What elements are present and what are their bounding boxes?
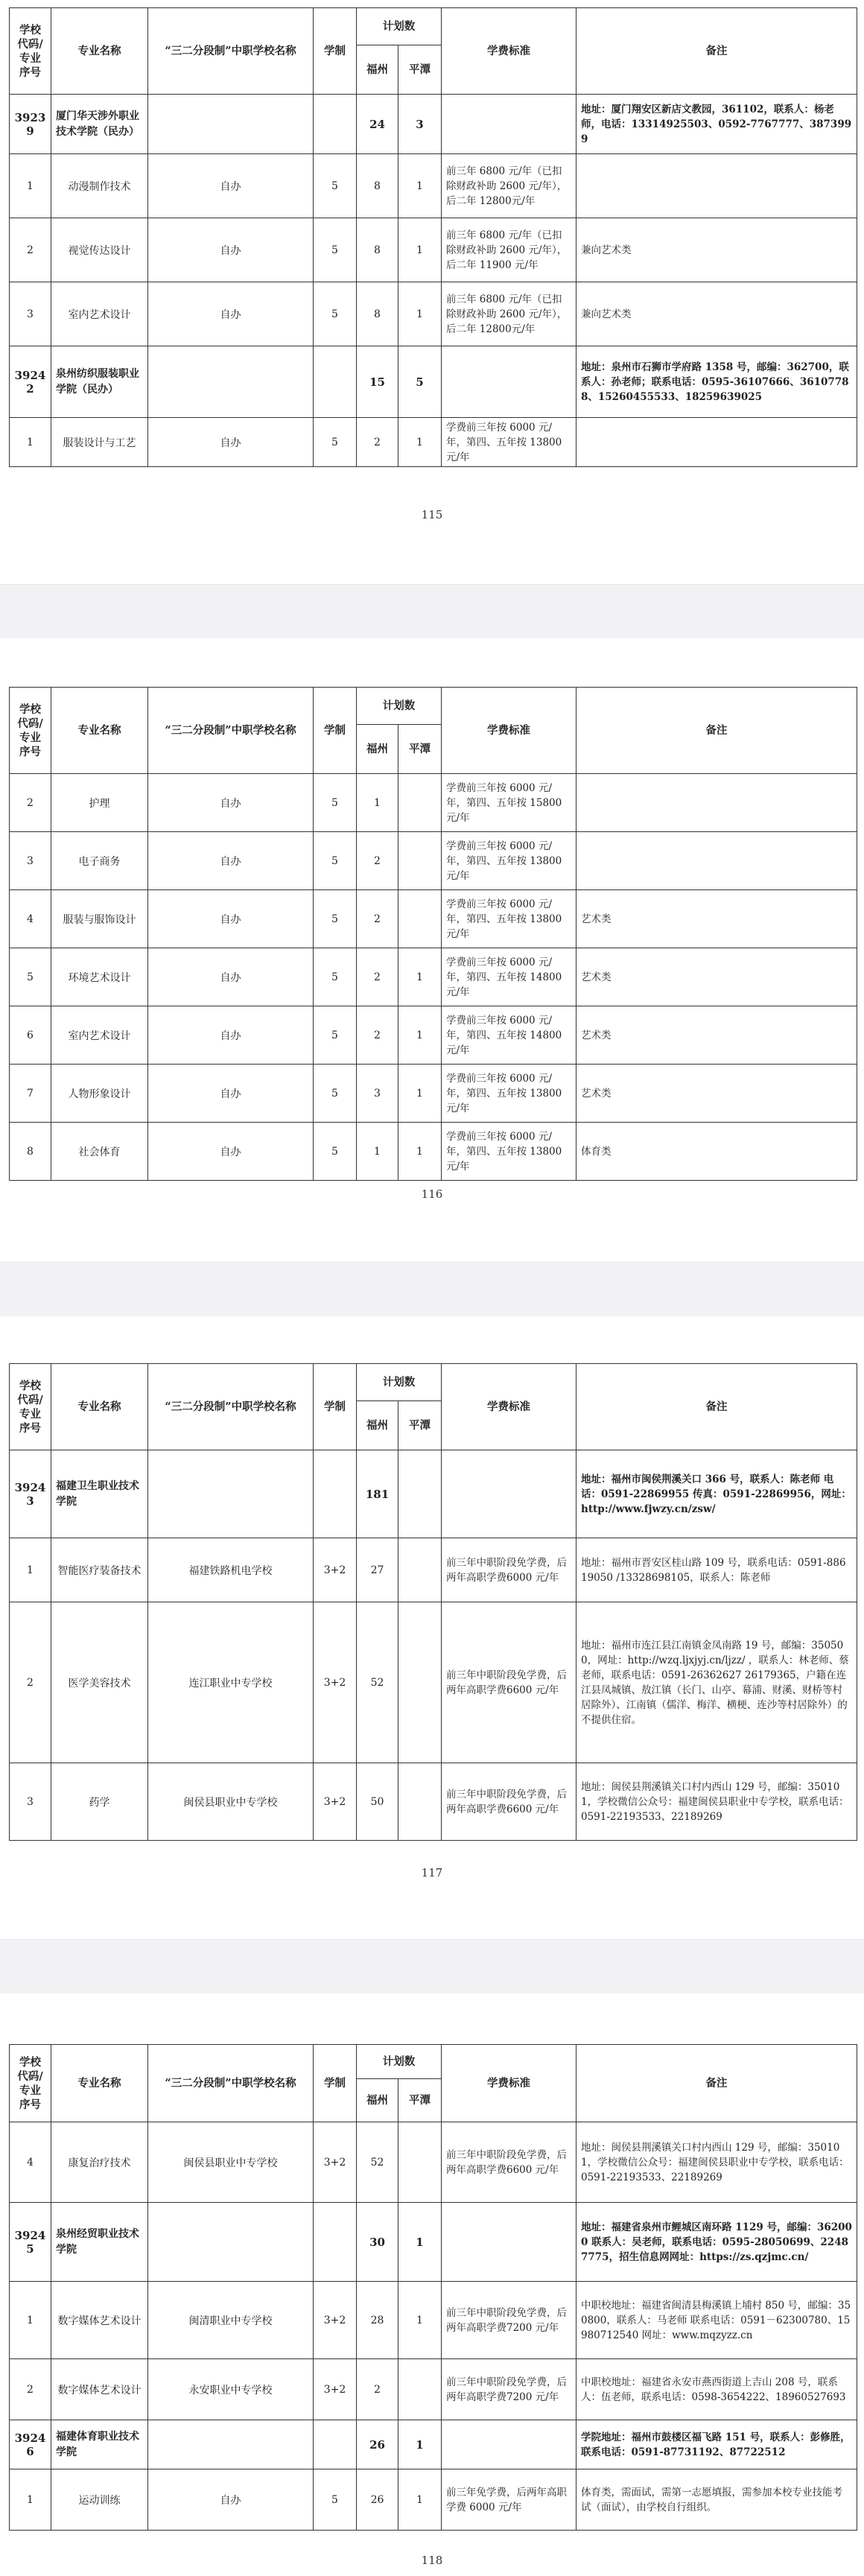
quota-fuzhou: 2 xyxy=(357,832,398,890)
page-separator xyxy=(0,1262,864,1317)
table-row-major xyxy=(10,948,857,1006)
remarks: 地址：闽侯县荆溪镇关口村内西山 129 号，邮编：350101，学校微信公众号：福建闽侯县职业中专学校，联系电话：0591-22193533、22189269 xyxy=(576,2122,857,2203)
years: 5 xyxy=(314,218,357,282)
header-partner: “三二分段制”中职学校名称 xyxy=(148,8,314,95)
header-major: 专业名称 xyxy=(51,8,148,95)
tuition: 前三年中职阶段免学费，后两年高职学费6600 元/年 xyxy=(442,2122,576,2203)
header-note: 备注 xyxy=(576,688,857,774)
quota-fuzhou: 8 xyxy=(357,282,398,346)
major-name: 智能医疗装备技术 xyxy=(51,1538,148,1602)
quota-fuzhou: 2 xyxy=(357,1006,398,1065)
quota-pingtan: 1 xyxy=(398,418,442,467)
table-row-school xyxy=(10,2420,857,2469)
tuition xyxy=(442,346,576,418)
years: 5 xyxy=(314,154,357,218)
header-fuzhou: 福州 xyxy=(357,1401,398,1450)
partner-school: 自办 xyxy=(148,218,314,282)
tuition: 前三年免学费，后两年高职学费 6000 元/年 xyxy=(442,2469,576,2531)
table-row-major xyxy=(10,2282,857,2359)
major-name: 室内艺术设计 xyxy=(51,1006,148,1065)
tuition: 前三年中职阶段免学费，后两年高职学费7200 元/年 xyxy=(442,2359,576,2420)
major-name: 动漫制作技术 xyxy=(51,154,148,218)
header-note: 备注 xyxy=(576,1364,857,1450)
school-code: 39242 xyxy=(10,346,51,418)
admissions-table-page-118 xyxy=(9,2044,857,2531)
major-seq: 2 xyxy=(10,2359,51,2420)
years: 3+2 xyxy=(314,2359,357,2420)
header-partner: “三二分段制”中职学校名称 xyxy=(148,2045,314,2122)
header-major: 专业名称 xyxy=(51,2045,148,2122)
partner-school xyxy=(148,2203,314,2282)
quota-pingtan xyxy=(398,1538,442,1602)
major-seq: 2 xyxy=(10,774,51,832)
table-row-major xyxy=(10,1006,857,1065)
header-note: 备注 xyxy=(576,8,857,95)
quota-fuzhou: 52 xyxy=(357,2122,398,2203)
tuition: 学费前三年按 6000 元/年，第四、五年按 13800元/年 xyxy=(442,832,576,890)
header-major: 专业名称 xyxy=(51,1364,148,1450)
years xyxy=(314,1450,357,1538)
quota-fuzhou: 15 xyxy=(357,346,398,418)
table-row-major xyxy=(10,1763,857,1841)
years: 3+2 xyxy=(314,2282,357,2359)
partner-school: 福建铁路机电学校 xyxy=(148,1538,314,1602)
tuition: 前三年中职阶段免学费，后两年高职学费6000 元/年 xyxy=(442,1538,576,1602)
header-code: 学校代码/专业序号 xyxy=(10,2045,51,2122)
quota-pingtan: 1 xyxy=(398,1006,442,1065)
remarks: 兼向艺术类 xyxy=(576,282,857,346)
years: 5 xyxy=(314,948,357,1006)
table-row-major xyxy=(10,418,857,467)
page-separator xyxy=(0,584,864,639)
quota-pingtan: 1 xyxy=(398,1123,442,1181)
major-seq: 8 xyxy=(10,1123,51,1181)
years: 5 xyxy=(314,1006,357,1065)
remarks: 中职校地址：福建省永安市燕西街道上吉山 208 号，联系人：伍老师，联系电话：0598-3654222、18960527693 xyxy=(576,2359,857,2420)
table-row-major xyxy=(10,2359,857,2420)
tuition xyxy=(442,2203,576,2282)
partner-school: 闽侯县职业中专学校 xyxy=(148,1763,314,1841)
table-row-school xyxy=(10,346,857,418)
remarks xyxy=(576,774,857,832)
remarks: 地址：福建省泉州市鲤城区南环路 1129 号，邮编：362000 联系人：吴老师，联系电话：0595-28050699、22487775，招生信息网网址：https://zs.qzjmc.cn/ xyxy=(576,2203,857,2282)
quota-pingtan xyxy=(398,774,442,832)
header-partner: “三二分段制”中职学校名称 xyxy=(148,688,314,774)
quota-fuzhou: 26 xyxy=(357,2469,398,2531)
partner-school: 自办 xyxy=(148,890,314,948)
quota-fuzhou: 30 xyxy=(357,2203,398,2282)
tuition: 前三年 6800 元/年（已扣除财政补助 2600 元/年），后二年 12800元/年 xyxy=(442,282,576,346)
years: 3+2 xyxy=(314,1763,357,1841)
page-number: 117 xyxy=(421,1866,443,1879)
header-fuzhou: 福州 xyxy=(357,45,398,95)
partner-school: 自办 xyxy=(148,832,314,890)
school-code: 39243 xyxy=(10,1450,51,1538)
tuition: 前三年中职阶段免学费，后两年高职学费7200 元/年 xyxy=(442,2282,576,2359)
major-name: 数字媒体艺术设计 xyxy=(51,2359,148,2420)
tuition: 前三年 6800 元/年（已扣除财政补助 2600 元/年），后二年 11900 元/年 xyxy=(442,218,576,282)
major-name: 环境艺术设计 xyxy=(51,948,148,1006)
years: 5 xyxy=(314,1123,357,1181)
quota-pingtan: 1 xyxy=(398,282,442,346)
partner-school: 连江职业中专学校 xyxy=(148,1602,314,1763)
header-fuzhou: 福州 xyxy=(357,2079,398,2122)
years xyxy=(314,2203,357,2282)
header-partner: “三二分段制”中职学校名称 xyxy=(148,1364,314,1450)
school-name: 厦门华天涉外职业技术学院（民办） xyxy=(51,95,148,154)
quota-pingtan xyxy=(398,1763,442,1841)
years: 5 xyxy=(314,282,357,346)
remarks: 艺术类 xyxy=(576,1006,857,1065)
table-row-major xyxy=(10,1065,857,1123)
quota-fuzhou: 27 xyxy=(357,1538,398,1602)
admissions-table-page-117 xyxy=(9,1363,857,1841)
header-code: 学校代码/专业序号 xyxy=(10,688,51,774)
major-name: 电子商务 xyxy=(51,832,148,890)
major-seq: 4 xyxy=(10,2122,51,2203)
remarks: 中职校地址：福建省闽清县梅溪镇上埔村 850 号，邮编：350800，联系人：马老师 联系电话：0591－62300780、15980712540 网址：www.mqzyzz.cn xyxy=(576,2282,857,2359)
header-years: 学制 xyxy=(314,8,357,95)
quota-pingtan: 1 xyxy=(398,2420,442,2469)
quota-fuzhou: 50 xyxy=(357,1763,398,1841)
header-fee: 学费标准 xyxy=(442,8,576,95)
major-seq: 3 xyxy=(10,832,51,890)
school-name: 泉州经贸职业技术学院 xyxy=(51,2203,148,2282)
remarks: 学院地址：福州市鼓楼区福飞路 151 号，联系人：彭修胜，联系电话：0591-87731192、87722512 xyxy=(576,2420,857,2469)
school-name: 泉州纺织服装职业学院（民办） xyxy=(51,346,148,418)
quota-pingtan: 1 xyxy=(398,218,442,282)
quota-pingtan: 1 xyxy=(398,2469,442,2531)
quota-pingtan xyxy=(398,832,442,890)
major-seq: 1 xyxy=(10,154,51,218)
major-seq: 1 xyxy=(10,2469,51,2531)
quota-pingtan xyxy=(398,2359,442,2420)
major-name: 运动训练 xyxy=(51,2469,148,2531)
header-plan: 计划数 xyxy=(357,688,442,725)
partner-school xyxy=(148,346,314,418)
tuition: 前三年 6800 元/年（已扣除财政补助 2600 元/年），后二年 12800元/年 xyxy=(442,154,576,218)
major-name: 服装设计与工艺 xyxy=(51,418,148,467)
major-seq: 5 xyxy=(10,948,51,1006)
header-years: 学制 xyxy=(314,1364,357,1450)
quota-pingtan xyxy=(398,1450,442,1538)
quota-pingtan: 1 xyxy=(398,1065,442,1123)
table-row-school xyxy=(10,95,857,154)
quota-pingtan: 1 xyxy=(398,2282,442,2359)
table-row-major xyxy=(10,2122,857,2203)
quota-fuzhou: 1 xyxy=(357,774,398,832)
years: 3+2 xyxy=(314,2122,357,2203)
quota-fuzhou: 181 xyxy=(357,1450,398,1538)
major-seq: 1 xyxy=(10,1538,51,1602)
table-row-major xyxy=(10,2469,857,2531)
major-name: 社会体育 xyxy=(51,1123,148,1181)
partner-school: 自办 xyxy=(148,2469,314,2531)
major-name: 康复治疗技术 xyxy=(51,2122,148,2203)
major-name: 药学 xyxy=(51,1763,148,1841)
header-code: 学校代码/专业序号 xyxy=(10,8,51,95)
quota-pingtan xyxy=(398,1602,442,1763)
major-seq: 3 xyxy=(10,282,51,346)
header-pingtan: 平潭 xyxy=(398,2079,442,2122)
partner-school: 闽清职业中专学校 xyxy=(148,2282,314,2359)
remarks xyxy=(576,832,857,890)
remarks xyxy=(576,418,857,467)
table-row-major xyxy=(10,832,857,890)
major-name: 护理 xyxy=(51,774,148,832)
header-code: 学校代码/专业序号 xyxy=(10,1364,51,1450)
tuition: 前三年中职阶段免学费，后两年高职学费6600 元/年 xyxy=(442,1602,576,1763)
partner-school: 自办 xyxy=(148,1065,314,1123)
remarks xyxy=(576,154,857,218)
quota-pingtan: 1 xyxy=(398,948,442,1006)
partner-school: 自办 xyxy=(148,948,314,1006)
quota-fuzhou: 28 xyxy=(357,2282,398,2359)
partner-school: 自办 xyxy=(148,1123,314,1181)
admissions-table-page-115 xyxy=(9,7,857,467)
years: 3+2 xyxy=(314,1538,357,1602)
quota-fuzhou: 52 xyxy=(357,1602,398,1763)
quota-pingtan: 1 xyxy=(398,2203,442,2282)
partner-school: 永安职业中专学校 xyxy=(148,2359,314,2420)
partner-school: 自办 xyxy=(148,282,314,346)
remarks: 艺术类 xyxy=(576,1065,857,1123)
years: 3+2 xyxy=(314,1602,357,1763)
major-seq: 2 xyxy=(10,1602,51,1763)
partner-school xyxy=(148,2420,314,2469)
years: 5 xyxy=(314,2469,357,2531)
school-code: 39245 xyxy=(10,2203,51,2282)
school-name: 福建体育职业技术学院 xyxy=(51,2420,148,2469)
school-name: 福建卫生职业技术学院 xyxy=(51,1450,148,1538)
header-note: 备注 xyxy=(576,2045,857,2122)
header-major: 专业名称 xyxy=(51,688,148,774)
partner-school: 自办 xyxy=(148,154,314,218)
table-row-major xyxy=(10,154,857,218)
remarks: 地址：福州市晋安区桂山路 109 号，联系电话：0591-88619050 /13328698105，联系人：陈老师 xyxy=(576,1538,857,1602)
partner-school: 自办 xyxy=(148,1006,314,1065)
quota-pingtan xyxy=(398,890,442,948)
years: 5 xyxy=(314,1065,357,1123)
page-number: 116 xyxy=(421,1187,443,1201)
remarks: 体育类，需面试，需第一志愿填报，需参加本校专业技能考试（面试），由学校自行组织。 xyxy=(576,2469,857,2531)
header-pingtan: 平潭 xyxy=(398,1401,442,1450)
header-fuzhou: 福州 xyxy=(357,725,398,774)
school-code: 39239 xyxy=(10,95,51,154)
table-row-school xyxy=(10,1450,857,1538)
quota-pingtan xyxy=(398,2122,442,2203)
header-years: 学制 xyxy=(314,2045,357,2122)
tuition: 学费前三年按 6000 元/年，第四、五年按 14800元/年 xyxy=(442,948,576,1006)
years xyxy=(314,346,357,418)
major-name: 医学美容技术 xyxy=(51,1602,148,1763)
quota-fuzhou: 24 xyxy=(357,95,398,154)
partner-school: 自办 xyxy=(148,418,314,467)
partner-school xyxy=(148,95,314,154)
remarks: 艺术类 xyxy=(576,948,857,1006)
tuition: 学费前三年按 6000 元/年，第四、五年按 13800元/年 xyxy=(442,1123,576,1181)
table-row-school xyxy=(10,2203,857,2282)
page-separator xyxy=(0,1939,864,1994)
header-pingtan: 平潭 xyxy=(398,725,442,774)
quota-fuzhou: 26 xyxy=(357,2420,398,2469)
header-plan: 计划数 xyxy=(357,2045,442,2079)
quota-pingtan: 5 xyxy=(398,346,442,418)
years: 5 xyxy=(314,418,357,467)
table-row-major xyxy=(10,1602,857,1763)
quota-fuzhou: 8 xyxy=(357,218,398,282)
header-years: 学制 xyxy=(314,688,357,774)
admissions-table-page-116 xyxy=(9,687,857,1181)
table-row-major xyxy=(10,774,857,832)
remarks: 兼向艺术类 xyxy=(576,218,857,282)
major-seq: 6 xyxy=(10,1006,51,1065)
quota-pingtan: 3 xyxy=(398,95,442,154)
major-seq: 1 xyxy=(10,418,51,467)
remarks: 地址：闽侯县荆溪镇关口村内西山 129 号，邮编：350101，学校微信公众号：福建闽侯县职业中专学校，联系电话：0591-22193533、22189269 xyxy=(576,1763,857,1841)
major-seq: 1 xyxy=(10,2282,51,2359)
partner-school: 自办 xyxy=(148,774,314,832)
tuition xyxy=(442,1450,576,1538)
quota-pingtan: 1 xyxy=(398,154,442,218)
table-row-major xyxy=(10,282,857,346)
major-name: 视觉传达设计 xyxy=(51,218,148,282)
major-name: 人物形象设计 xyxy=(51,1065,148,1123)
years xyxy=(314,95,357,154)
remarks: 地址：泉州市石狮市学府路 1358 号，邮编：362700，联系人：孙老师；联系电话：0595-36107666、36107788、15260455533、18259639025 xyxy=(576,346,857,418)
header-fee: 学费标准 xyxy=(442,1364,576,1450)
school-code: 39246 xyxy=(10,2420,51,2469)
major-seq: 4 xyxy=(10,890,51,948)
remarks: 地址：厦门翔安区新店文教园，361102，联系人：杨老师，电话：13314925503、0592-7767777、3873999 xyxy=(576,95,857,154)
major-seq: 2 xyxy=(10,218,51,282)
major-seq: 3 xyxy=(10,1763,51,1841)
quota-fuzhou: 2 xyxy=(357,890,398,948)
tuition: 学费前三年按 6000 元/年，第四、五年按 15800元/年 xyxy=(442,774,576,832)
tuition xyxy=(442,2420,576,2469)
quota-fuzhou: 2 xyxy=(357,418,398,467)
partner-school: 闽侯县职业中专学校 xyxy=(148,2122,314,2203)
remarks: 体育类 xyxy=(576,1123,857,1181)
major-name: 室内艺术设计 xyxy=(51,282,148,346)
major-name: 数字媒体艺术设计 xyxy=(51,2282,148,2359)
quota-fuzhou: 8 xyxy=(357,154,398,218)
remarks: 地址：福州市连江县江南镇金凤南路 19 号，邮编：350500，网址：http://wzq.ljxjyj.cn/ljzz/ ，联系人：林老师、蔡老师，联系电话：0591-26362627 26179365，户籍在连江县凤城镇、敖江镇（长门、山亭、幕浦、财溪、财桥等村居除外）、江南镇（儒洋、梅洋、横梗、连沙等村居除外）的不提供住宿。 xyxy=(576,1602,857,1763)
table-row-major xyxy=(10,890,857,948)
partner-school xyxy=(148,1450,314,1538)
quota-fuzhou: 2 xyxy=(357,2359,398,2420)
remarks: 地址：福州市闽侯荆溪关口 366 号，联系人：陈老师 电话：0591-22869955 传真：0591-22869956，网址：http://www.fjwzy.cn/zsw/ xyxy=(576,1450,857,1538)
tuition: 学费前三年按 6000 元/年，第四、五年按 13800元/年 xyxy=(442,1065,576,1123)
remarks: 艺术类 xyxy=(576,890,857,948)
page-number: 118 xyxy=(421,2554,443,2567)
table-row-major xyxy=(10,218,857,282)
header-fee: 学费标准 xyxy=(442,688,576,774)
tuition: 前三年中职阶段免学费，后两年高职学费6600 元/年 xyxy=(442,1763,576,1841)
header-pingtan: 平潭 xyxy=(398,45,442,95)
major-name: 服装与服饰设计 xyxy=(51,890,148,948)
header-fee: 学费标准 xyxy=(442,2045,576,2122)
header-plan: 计划数 xyxy=(357,1364,442,1401)
years: 5 xyxy=(314,832,357,890)
major-seq: 7 xyxy=(10,1065,51,1123)
years: 5 xyxy=(314,774,357,832)
years xyxy=(314,2420,357,2469)
years: 5 xyxy=(314,890,357,948)
table-row-major xyxy=(10,1123,857,1181)
tuition xyxy=(442,95,576,154)
page-number: 115 xyxy=(421,508,443,521)
quota-fuzhou: 1 xyxy=(357,1123,398,1181)
tuition: 学费前三年按 6000 元/年，第四、五年按 14800元/年 xyxy=(442,1006,576,1065)
tuition: 学费前三年按 6000 元/年，第四、五年按 13800元/年 xyxy=(442,890,576,948)
table-row-major xyxy=(10,1538,857,1602)
quota-fuzhou: 3 xyxy=(357,1065,398,1123)
header-plan: 计划数 xyxy=(357,8,442,45)
tuition: 学费前三年按 6000 元/年，第四、五年按 13800元/年 xyxy=(442,418,576,467)
quota-fuzhou: 2 xyxy=(357,948,398,1006)
